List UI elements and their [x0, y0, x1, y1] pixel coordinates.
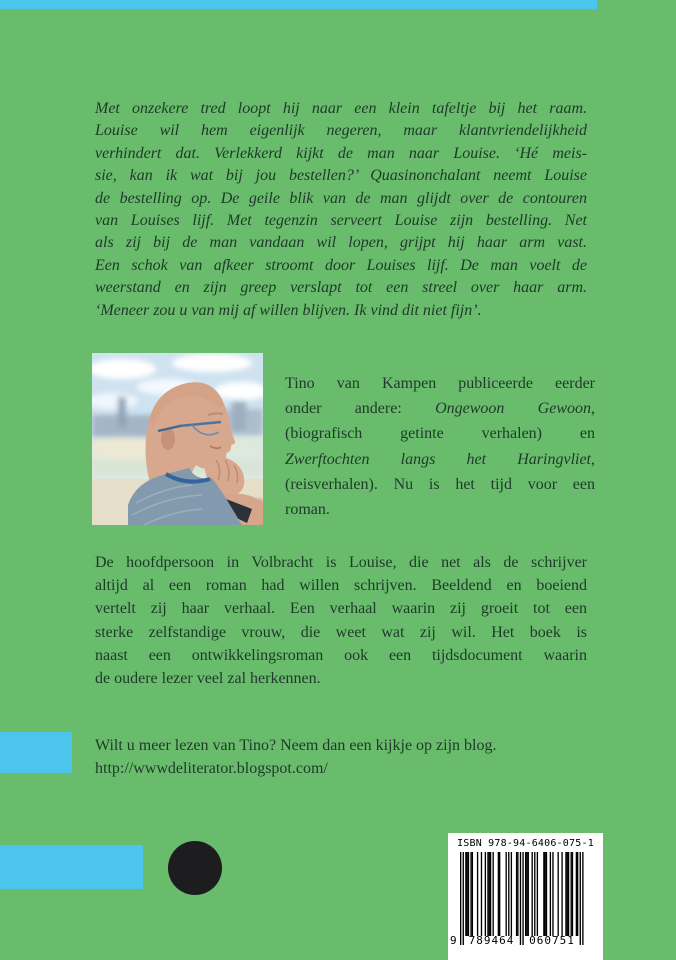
- text-line: als zij bij de man vandaan wil lopen, grijpt hij haar arm vast.: [95, 234, 587, 252]
- isbn-label: ISBN 978-94-6406-075-1: [457, 838, 594, 849]
- author-portrait-image: [92, 353, 263, 525]
- barcode-digits-right: 060751: [529, 934, 575, 947]
- text-line: sterke zelfstandige vrouw, die weet wat zij wil. Het boek is: [95, 623, 587, 641]
- mid-accent-bar: [0, 732, 72, 773]
- text-line: van Louises lijf. Met tegenzin serveert Louise zijn bestelling. Net: [95, 212, 587, 230]
- text-segment: Tino van Kampen publiceerde eerder: [285, 375, 595, 392]
- text-line: Een schok van afkeer stroomt door Louises lijf. De man voelt de: [95, 256, 587, 274]
- text-segment: ,: [591, 400, 595, 418]
- text-line: [285, 472, 595, 497]
- text-segment: (reisverhalen). Nu is het tijd voor een: [285, 475, 595, 493]
- text-segment: (biografisch getinte verhalen) en: [285, 425, 595, 443]
- text-line: ‘Meneer zou u van mij af willen blijven. Ik vind dit niet fijn’.: [95, 301, 482, 319]
- top-accent-bar: [0, 0, 597, 9]
- text-segment: ,: [591, 450, 595, 468]
- bottom-accent-bar: [0, 845, 143, 889]
- text-line: De hoofdpersoon in Volbracht is Louise, die net als de schrijver: [95, 554, 587, 571]
- text-line: [285, 396, 595, 421]
- text-line: [285, 497, 595, 522]
- barcode-digits-left: 789464: [468, 934, 515, 947]
- author-bio-text: [285, 371, 595, 522]
- blog-note: [95, 735, 600, 780]
- text-line: altijd al een roman had willen schrijven. Beeldend en boeiend: [95, 577, 587, 595]
- text-line: vertelt zij haar verhaal. Een verhaal waarin zij groeit tot een: [95, 600, 587, 618]
- text-line: [285, 447, 595, 472]
- text-line: [285, 371, 595, 396]
- text-line: Met onzekere tred loopt hij naar een klein tafeltje bij het raam.: [95, 100, 587, 117]
- book-title-italic: Ongewoon Gewoon: [435, 400, 591, 418]
- barcode-bars: [460, 852, 584, 945]
- text-line: Louise wil hem eigenlijk negeren, maar klantvriendelijkheid: [95, 122, 587, 140]
- synopsis-paragraph: [95, 551, 587, 690]
- text-line: de oudere lezer veel zal herkennen.: [95, 670, 321, 688]
- blog-url: http://wwwdeliterator.blogspot.com/: [95, 759, 328, 777]
- text-segment: onder andere:: [285, 400, 436, 418]
- book-title-italic: Zwerftochten langs het Haringvliet: [285, 450, 591, 468]
- text-line: naast een ontwikkelingsroman ook een tijdsdocument waarin: [95, 646, 587, 664]
- barcode-panel: [448, 833, 603, 960]
- text-line: sie, kan ik wat bij jou bestellen?’ Quasinonchalant neemt Louise: [95, 167, 587, 185]
- text-segment: roman.: [285, 501, 330, 519]
- text-line: [285, 421, 595, 446]
- quote-paragraph: [95, 98, 587, 322]
- text-line: de bestelling op. De geile blik van de man glijdt over de contouren: [95, 189, 587, 207]
- blog-invite-line: Wilt u meer lezen van Tino? Neem dan een kijkje op zijn blog.: [95, 737, 497, 754]
- black-dot: [168, 841, 222, 895]
- author-photo: [92, 353, 263, 525]
- barcode-digit-first: 9: [450, 934, 458, 947]
- text-line: verhindert dat. Verlekkerd kijkt de man naar Louise. ‘Hé meis-: [95, 144, 587, 162]
- text-line: weerstand en zijn greep verslapt tot een streel over haar arm.: [95, 279, 587, 297]
